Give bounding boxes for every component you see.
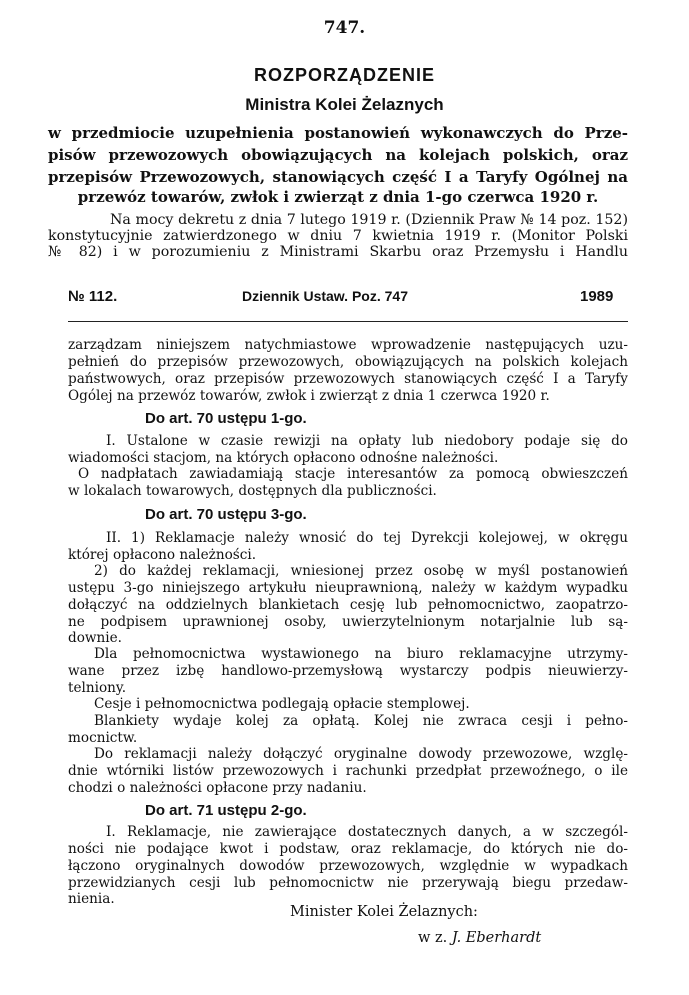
body-line: downie. [68,630,122,646]
body-line: ustępu 3-go niniejszego artykułu nieuprawnioną, należy w każdym wypadku [68,580,628,596]
body-line: I. Reklamacje, nie zawierające dostatecznych danych, a w szczegól- [106,824,628,840]
signature-prefix: w z. [418,930,448,946]
body-line: telniony. [68,680,127,696]
body-line: mocnictw. [68,730,138,746]
body-line: ne podpisem uprawnionej osoby, uwierzytelnionym notarjalnie lub są- [68,614,628,630]
signature [418,930,541,946]
journal-reference: Dziennik Ustaw. Poz. 747 [242,288,408,304]
body-line: łączono oryginalnych dowodów przewozowych, względnie w wypadkach [68,858,628,874]
body-line: 2) do każdej reklamacji, wniesionej przez osobę w myśl postanowień [94,563,628,579]
page-number: 1989 [580,288,614,305]
signature-name: J. Eberhardt [451,930,542,946]
minister-label: Minister Kolei Żelaznych: [290,904,478,920]
body-line: Cesje i pełnomocnictwa podlegają opłacie stemplowej. [94,696,470,712]
preamble-line: Na mocy dekretu z dnia 7 lutego 1919 r. (Dziennik Praw № 14 poz. 152) [110,212,628,228]
subject-line: przewóz towarów, zwłok i zwierząt z dnia 1-go czerwca 1920 r. [77,188,599,206]
body-line: wane przez izbę handlowo-przemysłową wystarczy podpis nieuwierzy- [68,663,628,679]
ordinance-number: 747. [323,18,366,38]
issue-number: № 112. [68,288,118,305]
body-line: O nadpłatach zawiadamiają stacje interesantów za pomocą obwieszczeń [78,466,628,482]
body-line: wiadomości stacjom, na których opłacono odnośne należności. [68,450,499,466]
section-heading: Do art. 70 ustępu 3-go. [145,506,307,523]
subject-line: w przedmiocie uzupełnienia postanowień wykonawczych do Prze- [48,124,628,142]
body-line: ności nie podające kwot i podstaw, oraz reklamacje, do których nie do- [68,841,628,857]
issuing-authority: Ministra Kolei Żelaznych [245,95,444,114]
body-line: Blankiety wydaje kolej za opłatą. Kolej nie zwraca cesji i pełno- [94,713,628,729]
subject-line: pisów przewozowych obowiązujących na kolejach polskich, oraz [48,146,628,164]
preamble-line: konstytucyjnie zatwierdzonego w dniu 7 kwietnia 1919 r. (Monitor Polski [48,228,628,244]
section-heading: Do art. 70 ustępu 1-go. [145,410,307,427]
body-line: w lokalach towarowych, dostępnych dla publiczności. [68,483,437,499]
subject-line: przepisów Przewozowych, stanowiących część I a Taryfy Ogólnej na [48,168,628,186]
section-heading: Do art. 71 ustępu 2-go. [145,802,307,819]
body-line: Dla pełnomocnictwa wystawionego na biuro reklamacyjne utrzymy- [94,646,628,662]
body-line: II. 1) Reklamacje należy wnosić do tej Dyrekcji kolejowej, w okręgu [106,530,628,546]
body-line: Do reklamacji należy dołączyć oryginalne dowody przewozowe, wzglę- [94,746,628,762]
preamble-line: № 82) i w porozumieniu z Ministrami Skarbu oraz Przemysłu i Handlu [48,244,628,260]
ordinance-title: ROZPORZĄDZENIE [253,65,435,85]
header-rule [68,321,628,322]
body-line: pełnień do przepisów przewozowych, obowiązujących na polskich kolejach [68,354,628,370]
body-line: której opłacono należności. [68,547,257,563]
body-line: dnie wtórniki listów przewozowych i rachunki przedpłat przewoźnego, o ile [68,763,628,779]
body-line: chodzi o należności opłacone przy nadaniu. [68,780,367,796]
body-line: zarządzam niniejszem natychmiastowe wprowadzenie następujących uzu- [68,337,628,353]
body-line: dołączyć na oddzielnych blankietach cesję lub pełnomocnictwo, zaopatrzo- [68,597,628,613]
body-line: państwowych, oraz przepisów przewozowych stanowiących część I a Taryfy [68,371,628,387]
body-line: przewidzianych cesji lub pełnomocnictw nie przerywają biegu przedaw- [68,875,628,891]
body-line: I. Ustalone w czasie rewizji na opłaty lub niedobory podaje się do [106,433,628,449]
body-line: nienia. [68,891,115,907]
body-line: Ogólej na przewóz towarów, zwłok i zwierząt z dnia 1 czerwca 1920 r. [68,388,550,404]
